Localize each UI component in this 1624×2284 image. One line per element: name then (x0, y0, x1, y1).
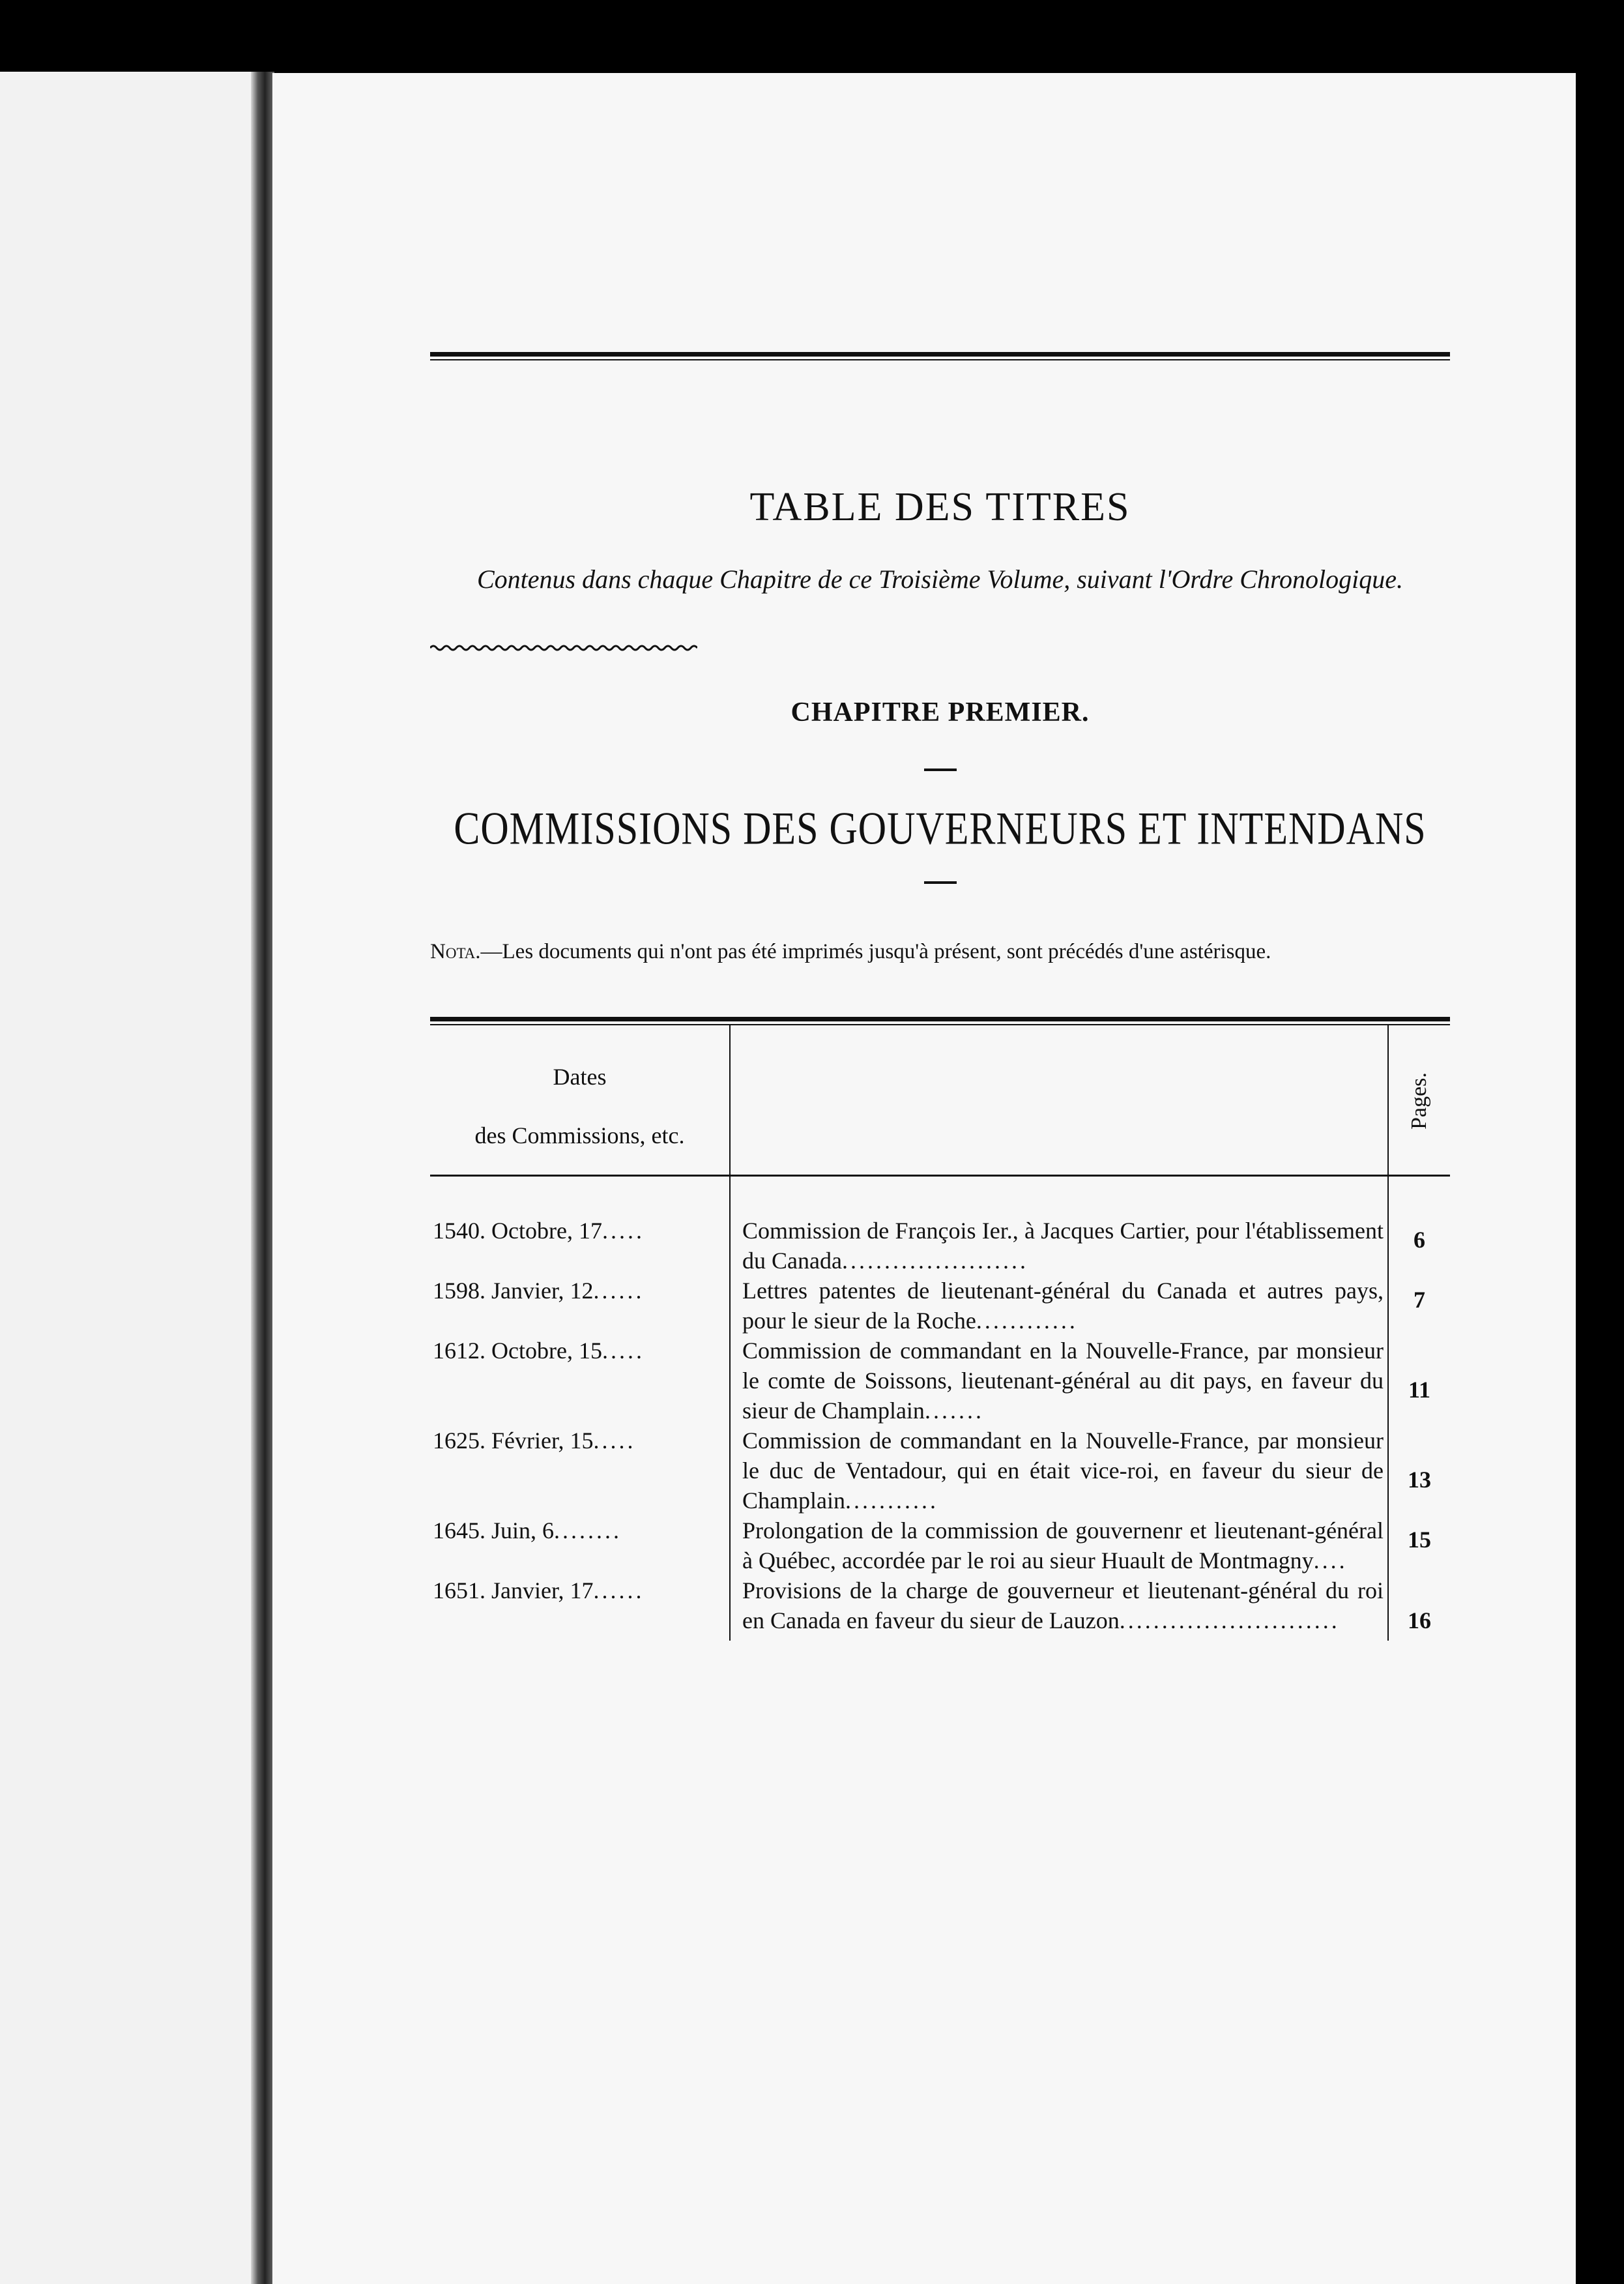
section-heading: COMMISSIONS DES GOUVERNEURS ET INTENDANS (454, 802, 1427, 854)
table-row (430, 1515, 1450, 1575)
table-row (430, 1336, 1450, 1426)
entry-date: 1612. Octobre, 15..... (430, 1336, 730, 1426)
nota-label: Nota. (430, 940, 481, 963)
entry-page: 6 (1414, 1226, 1425, 1253)
column-header-pages (1388, 1025, 1450, 1175)
table-row (430, 1575, 1450, 1641)
column-header-dates (430, 1025, 730, 1175)
page-title: TABLE DES TITRES (749, 485, 1131, 529)
short-dash-divider (924, 769, 957, 771)
entry-date: 1625. Février, 15..... (430, 1426, 730, 1515)
ornamental-wave-divider (430, 641, 697, 654)
entry-date: 1651. Janvier, 17...... (430, 1575, 730, 1641)
table-row (430, 1426, 1450, 1515)
entry-date: 1645. Juin, 6........ (430, 1515, 730, 1575)
column-header-dates-line2: des Commissions, etc. (474, 1122, 685, 1149)
entry-page: 13 (1408, 1466, 1431, 1493)
entry-description: Commission de commandant en la Nouvelle-France, par monsieur le comte de Soissons, lieutenant-général au dit pays, en faveur du sieur de Champlain....... (730, 1336, 1388, 1426)
entry-page: 15 (1408, 1526, 1431, 1553)
table-top-rule (430, 1017, 1450, 1025)
short-dash-divider (924, 881, 957, 884)
entry-page: 7 (1414, 1286, 1425, 1313)
chapter-heading: CHAPITRE PREMIER. (790, 697, 1090, 727)
entry-page: 16 (1408, 1607, 1431, 1633)
top-rule (430, 352, 1450, 360)
entry-description: Provisions de la charge de gouverneur et lieutenant-général du roi en Canada en faveur du sieur de Lauzon.......................... (730, 1575, 1388, 1641)
page-subtitle: Contenus dans chaque Chapitre de ce Troisième Volume, suivant l'Ordre Chronologique. (476, 564, 1403, 594)
column-header-dates-line1: Dates (553, 1063, 607, 1090)
table-row (430, 1175, 1450, 1276)
nota-paragraph (430, 935, 1450, 969)
entry-description: Commission de François Ier., à Jacques Cartier, pour l'établissement du Canada...................... (730, 1175, 1388, 1276)
titles-table (430, 1025, 1450, 1641)
entry-page: 11 (1408, 1376, 1430, 1403)
column-header-description (730, 1025, 1388, 1175)
column-header-pages-label: Pages. (1406, 1072, 1431, 1130)
table-header-row (430, 1025, 1450, 1175)
entry-description: Prolongation de la commission de gouvernenr et lieutenant-général à Québec, accordée par le roi au sieur Huault de Montmagny.... (730, 1515, 1388, 1575)
nota-text: —Les documents qui n'ont pas été imprimés jusqu'à présent, sont précédés d'une astérisque. (480, 940, 1271, 963)
entry-date: 1540. Octobre, 17..... (430, 1175, 730, 1276)
entry-description: Commission de commandant en la Nouvelle-France, par monsieur le duc de Ventadour, qui en était vice-roi, en faveur du sieur de Champlain........... (730, 1426, 1388, 1515)
entry-date: 1598. Janvier, 12...... (430, 1276, 730, 1336)
book-binding (251, 72, 274, 2284)
table-row (430, 1276, 1450, 1336)
facing-page (0, 72, 254, 2284)
page-content (430, 352, 1450, 1641)
entry-description: Lettres patentes de lieutenant-général du Canada et autres pays, pour le sieur de la Roche............ (730, 1276, 1388, 1336)
